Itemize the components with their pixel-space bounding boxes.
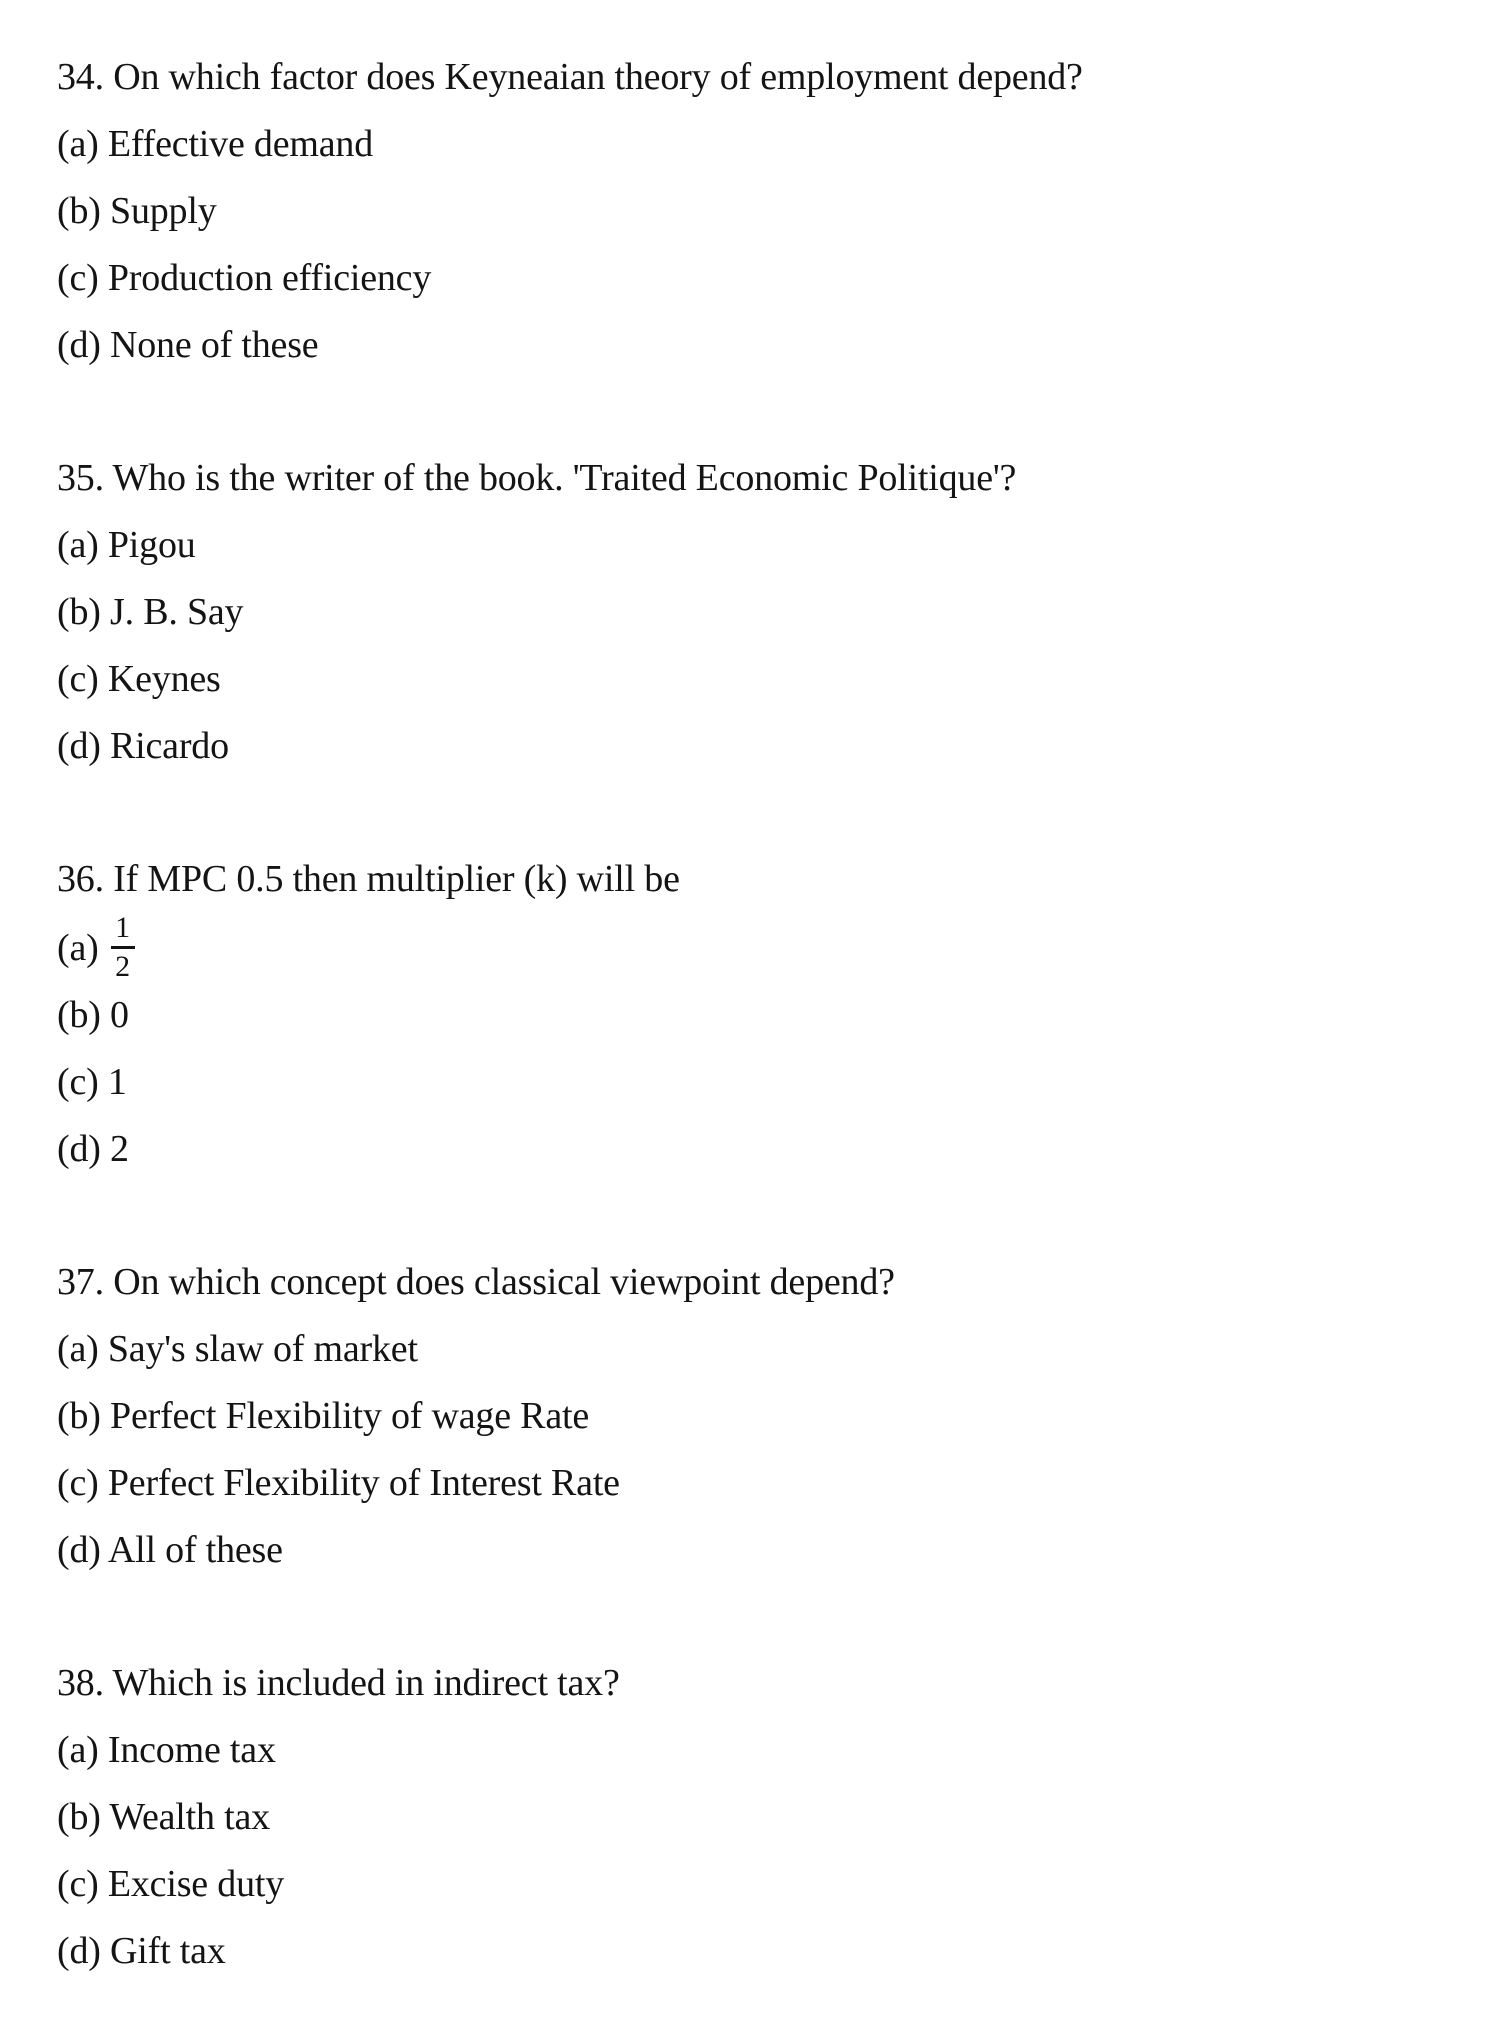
option-text: (a) Effective demand — [57, 123, 374, 165]
fraction-numerator: 1 — [115, 911, 130, 944]
option-text: (d) Gift tax — [57, 1930, 226, 1972]
question-37 — [57, 1249, 1465, 1584]
option-text: (a) Say's slaw of market — [57, 1328, 418, 1370]
option-text: (b) Wealth tax — [57, 1796, 270, 1838]
option-text: (a) Pigou — [57, 524, 196, 566]
option-text: (a) Income tax — [57, 1729, 276, 1771]
option-text: (b) 0 — [57, 994, 129, 1036]
question-heading: 37. On which concept does classical viewpoint depend? — [57, 1261, 895, 1303]
fraction — [111, 913, 135, 982]
option-text: (d) Ricardo — [57, 725, 229, 767]
option-text: (c) 1 — [57, 1061, 127, 1103]
question-36 — [57, 846, 1465, 1183]
question-35 — [57, 445, 1465, 780]
option-text: (c) Production efficiency — [57, 257, 432, 299]
option-text: (c) Excise duty — [57, 1863, 285, 1905]
option-text: (b) J. B. Say — [57, 591, 244, 633]
option-text: (d) 2 — [57, 1128, 129, 1170]
option-text: (d) None of these — [57, 324, 319, 366]
fraction-bar — [111, 946, 135, 949]
question-heading: 34. On which factor does Keyneaian theory of employment depend? — [57, 56, 1083, 98]
question-34 — [57, 44, 1465, 379]
question-heading: 35. Who is the writer of the book. 'Traited Economic Politique'? — [57, 457, 1017, 499]
option-text: (d) All of these — [57, 1529, 283, 1571]
option-prefix: (a) — [57, 926, 99, 969]
option-text: (b) Supply — [57, 190, 217, 232]
option-text: (c) Keynes — [57, 658, 221, 700]
option-text — [57, 913, 1465, 982]
question-heading: 36. If MPC 0.5 then multiplier (k) will be — [57, 858, 680, 900]
question-38 — [57, 1650, 1465, 1985]
fraction-denominator: 2 — [115, 950, 130, 983]
option-text: (b) Perfect Flexibility of wage Rate — [57, 1395, 590, 1437]
option-text: (c) Perfect Flexibility of Interest Rate — [57, 1462, 620, 1504]
question-heading: 38. Which is included in indirect tax? — [57, 1662, 620, 1704]
